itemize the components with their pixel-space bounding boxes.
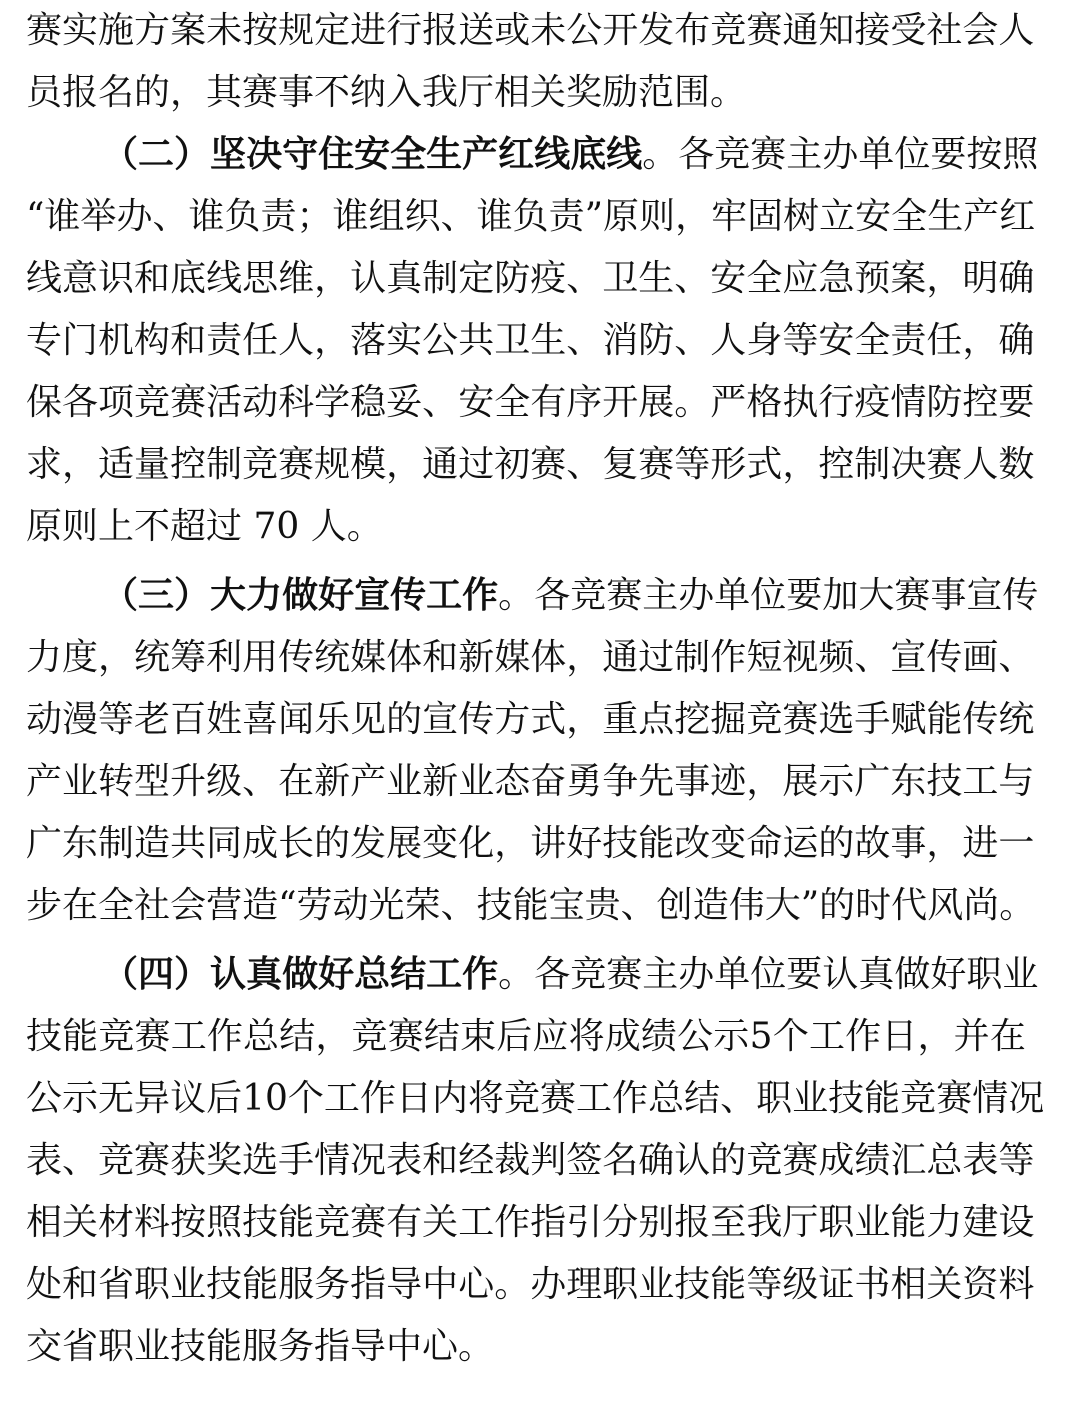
line-text: 原则上不超过 70 人。	[26, 506, 383, 547]
body-text-line: 保 各 项 竞 赛 活 动 科 学 稳 妥 、 安 全 有 序 开 展 。 严 格 执 行 疫 情 防 控 要	[26, 382, 1035, 423]
body-text-line	[26, 62, 1026, 124]
body-text-line: 力 度 ， 统 筹 利 用 传 统 媒 体 和 新 媒 体 ， 通 过 制 作 短 视 频 、 宣 传 画 、	[26, 637, 1035, 678]
body-text-line: 公 示 无 异 议 后 1 0 个 工 作 日 内 将 竞 赛 工 作 总 结 、 职 业 技 能 竞 赛 情 况	[26, 1078, 1045, 1119]
body-text-line	[26, 1316, 1026, 1378]
body-text-line: “ 谁 举 办 、 谁 负 责 ； 谁 组 织 、 谁 负 责 ” 原 则 ， 牢 固 树 立 安 全 生 产 红	[26, 196, 1036, 237]
body-text-line: 线 意 识 和 底 线 思 维 ， 认 真 制 定 防 疫 、 卫 生 、 安 全 应 急 预 案 ， 明 确	[26, 258, 1035, 299]
section-heading-line: （ 二 ） 坚 决 守 住 安 全 生 产 红 线 底 线 。 各 竞 赛 主 办 单 位 要 按 照	[102, 134, 1039, 175]
body-text-line: 相 关 材 料 按 照 技 能 竞 赛 有 关 工 作 指 引 分 别 报 至 我 厅 职 业 能 力 建 设	[26, 1202, 1035, 1243]
body-text-line: 动 漫 等 老 百 姓 喜 闻 乐 见 的 宣 传 方 式 ， 重 点 挖 掘 竞 赛 选 手 赋 能 传 统	[26, 699, 1035, 740]
line-text: 交省职业技能服务指导中心。	[26, 1326, 495, 1367]
body-text-line: 步 在 全 社 会 营 造 “ 劳 动 光 荣 、 技 能 宝 贵 、 创 造 伟 大 ” 的 时 代 风 尚 。	[26, 885, 1036, 926]
body-text-line: 技 能 竞 赛 工 作 总 结 ， 竞 赛 结 束 后 应 将 成 绩 公 示 5 个 工 作 日 ， 并 在	[26, 1016, 1026, 1057]
body-text-line: 产 业 转 型 升 级 、 在 新 产 业 新 业 态 奋 勇 争 先 事 迹 ， 展 示 广 东 技 工 与	[26, 761, 1035, 802]
body-text-line	[26, 496, 1026, 558]
body-text-line: 表 、 竞 赛 获 奖 选 手 情 况 表 和 经 裁 判 签 名 确 认 的 竞 赛 成 绩 汇 总 表 等	[26, 1140, 1035, 1181]
line-text: 员报名的，其赛事不纳入我厅相关奖励范围。	[26, 72, 747, 113]
body-text-line: 处 和 省 职 业 技 能 服 务 指 导 中 心 。 办 理 职 业 技 能 等 级 证 书 相 关 资 料	[26, 1264, 1035, 1305]
body-text-line: 赛 实 施 方 案 未 按 规 定 进 行 报 送 或 未 公 开 发 布 竞 赛 通 知 接 受 社 会 人	[26, 10, 1035, 51]
section-heading-line: （ 三 ） 大 力 做 好 宣 传 工 作 。 各 竞 赛 主 办 单 位 要 加 大 赛 事 宣 传	[102, 575, 1039, 616]
body-text-line: 专 门 机 构 和 责 任 人 ， 落 实 公 共 卫 生 、 消 防 、 人 身 等 安 全 责 任 ， 确	[26, 320, 1035, 361]
body-text-line: 求 ， 适 量 控 制 竞 赛 规 模 ， 通 过 初 赛 、 复 赛 等 形 式 ， 控 制 决 赛 人 数	[26, 444, 1035, 485]
body-text-line: 广 东 制 造 共 同 成 长 的 发 展 变 化 ， 讲 好 技 能 改 变 命 运 的 故 事 ， 进 一	[26, 823, 1035, 864]
section-heading-line: （ 四 ） 认 真 做 好 总 结 工 作 。 各 竞 赛 主 办 单 位 要 认 真 做 好 职 业	[102, 954, 1039, 995]
